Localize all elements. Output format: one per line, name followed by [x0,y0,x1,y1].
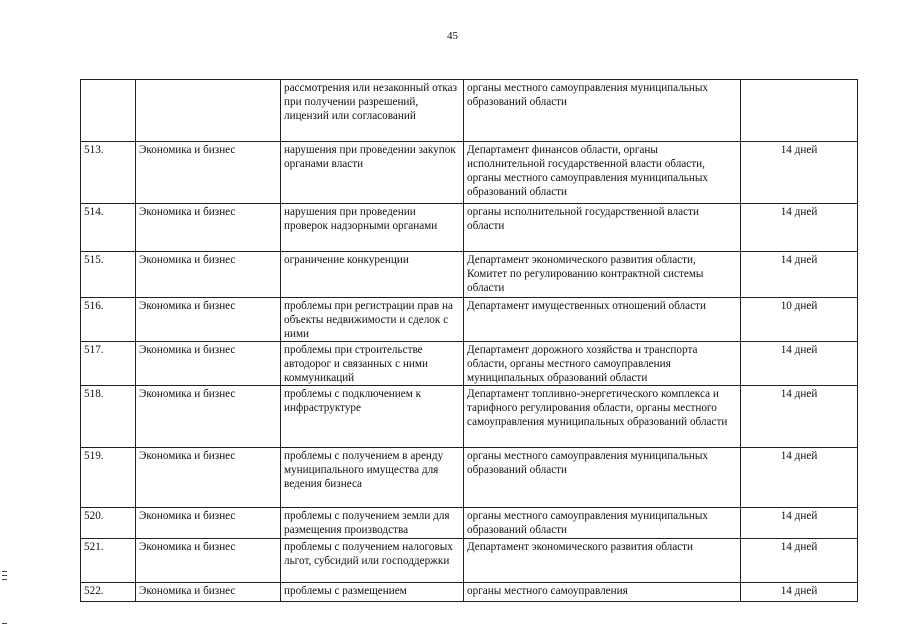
issue-cell: проблемы с получением в аренду муниципального имущества для ведения бизнеса [281,448,464,508]
category-cell: Экономика и бизнес [136,342,281,386]
authority-cell: Департамент экономического развития области [464,539,741,583]
term-cell: 14 дней [741,448,858,508]
term-cell: 14 дней [741,386,858,448]
issue-cell: нарушения при проведении проверок надзорными органами [281,204,464,252]
row-number-cell: 518. [81,386,136,448]
category-cell: Экономика и бизнес [136,448,281,508]
term-cell: 10 дней [741,298,858,342]
margin-mark [2,575,7,576]
table-row [81,386,858,448]
issue-cell: рассмотрения или незаконный отказ при получении разрешений, лицензий или согласований [281,80,464,142]
authority-cell: Департамент дорожного хозяйства и транспорта области, органы местного самоуправления муниципальных образований области [464,342,741,386]
row-number-cell: 519. [81,448,136,508]
margin-mark [2,623,7,624]
issue-cell: ограничение конкуренции [281,252,464,298]
category-cell: Экономика и бизнес [136,508,281,539]
category-cell: Экономика и бизнес [136,583,281,602]
table-row [81,539,858,583]
issue-cell: проблемы с получением налоговых льгот, субсидий или господдержки [281,539,464,583]
margin-mark [2,579,7,580]
term-cell: 14 дней [741,204,858,252]
issue-cell: проблемы с получением земли для размещения производства [281,508,464,539]
row-number-cell: 521. [81,539,136,583]
authority-cell: Департамент экономического развития области, Комитет по регулированию контрактной системы области [464,252,741,298]
row-number-cell: 514. [81,204,136,252]
authority-cell: органы местного самоуправления муниципальных образований области [464,80,741,142]
term-cell: 14 дней [741,583,858,602]
issue-cell: нарушения при проведении закупок органами власти [281,142,464,204]
category-cell: Экономика и бизнес [136,142,281,204]
term-cell: 14 дней [741,142,858,204]
table-row [81,80,858,142]
page-number: 45 [447,30,458,42]
table-row [81,583,858,602]
row-number-cell: 515. [81,252,136,298]
row-number-cell: 513. [81,142,136,204]
table-row [81,342,858,386]
category-cell [136,80,281,142]
authority-cell: Департамент топливно-энергетического комплекса и тарифного регулирования области, органы местного самоуправления муниципальных образований области [464,386,741,448]
authority-cell: Департамент имущественных отношений области [464,298,741,342]
table-body [81,80,858,602]
authority-cell: Департамент финансов области, органы исполнительной государственной власти области, органы местного самоуправления муниципальных образований области [464,142,741,204]
table-row [81,448,858,508]
row-number-cell: 522. [81,583,136,602]
issue-cell: проблемы при регистрации прав на объекты недвижимости и сделок с ними [281,298,464,342]
authority-cell: органы местного самоуправления муниципальных образований области [464,448,741,508]
term-cell: 14 дней [741,508,858,539]
authority-cell: органы местного самоуправления [464,583,741,602]
authority-cell: органы местного самоуправления муниципальных образований области [464,508,741,539]
table-row [81,252,858,298]
category-cell: Экономика и бизнес [136,539,281,583]
term-cell: 14 дней [741,342,858,386]
table-row [81,204,858,252]
term-cell [741,80,858,142]
term-cell: 14 дней [741,539,858,583]
issue-cell: проблемы с подключением к инфраструктуре [281,386,464,448]
category-cell: Экономика и бизнес [136,386,281,448]
table-row [81,142,858,204]
issue-cell: проблемы при строительстве автодорог и связанных с ними коммуникаций [281,342,464,386]
table-row [81,298,858,342]
issue-cell: проблемы с размещением [281,583,464,602]
category-cell: Экономика и бизнес [136,252,281,298]
row-number-cell: 520. [81,508,136,539]
authority-cell: органы исполнительной государственной власти области [464,204,741,252]
row-number-cell [81,80,136,142]
margin-mark [2,571,7,572]
term-cell: 14 дней [741,252,858,298]
row-number-cell: 517. [81,342,136,386]
row-number-cell: 516. [81,298,136,342]
category-cell: Экономика и бизнес [136,298,281,342]
document-table [80,79,858,602]
table-row [81,508,858,539]
category-cell: Экономика и бизнес [136,204,281,252]
